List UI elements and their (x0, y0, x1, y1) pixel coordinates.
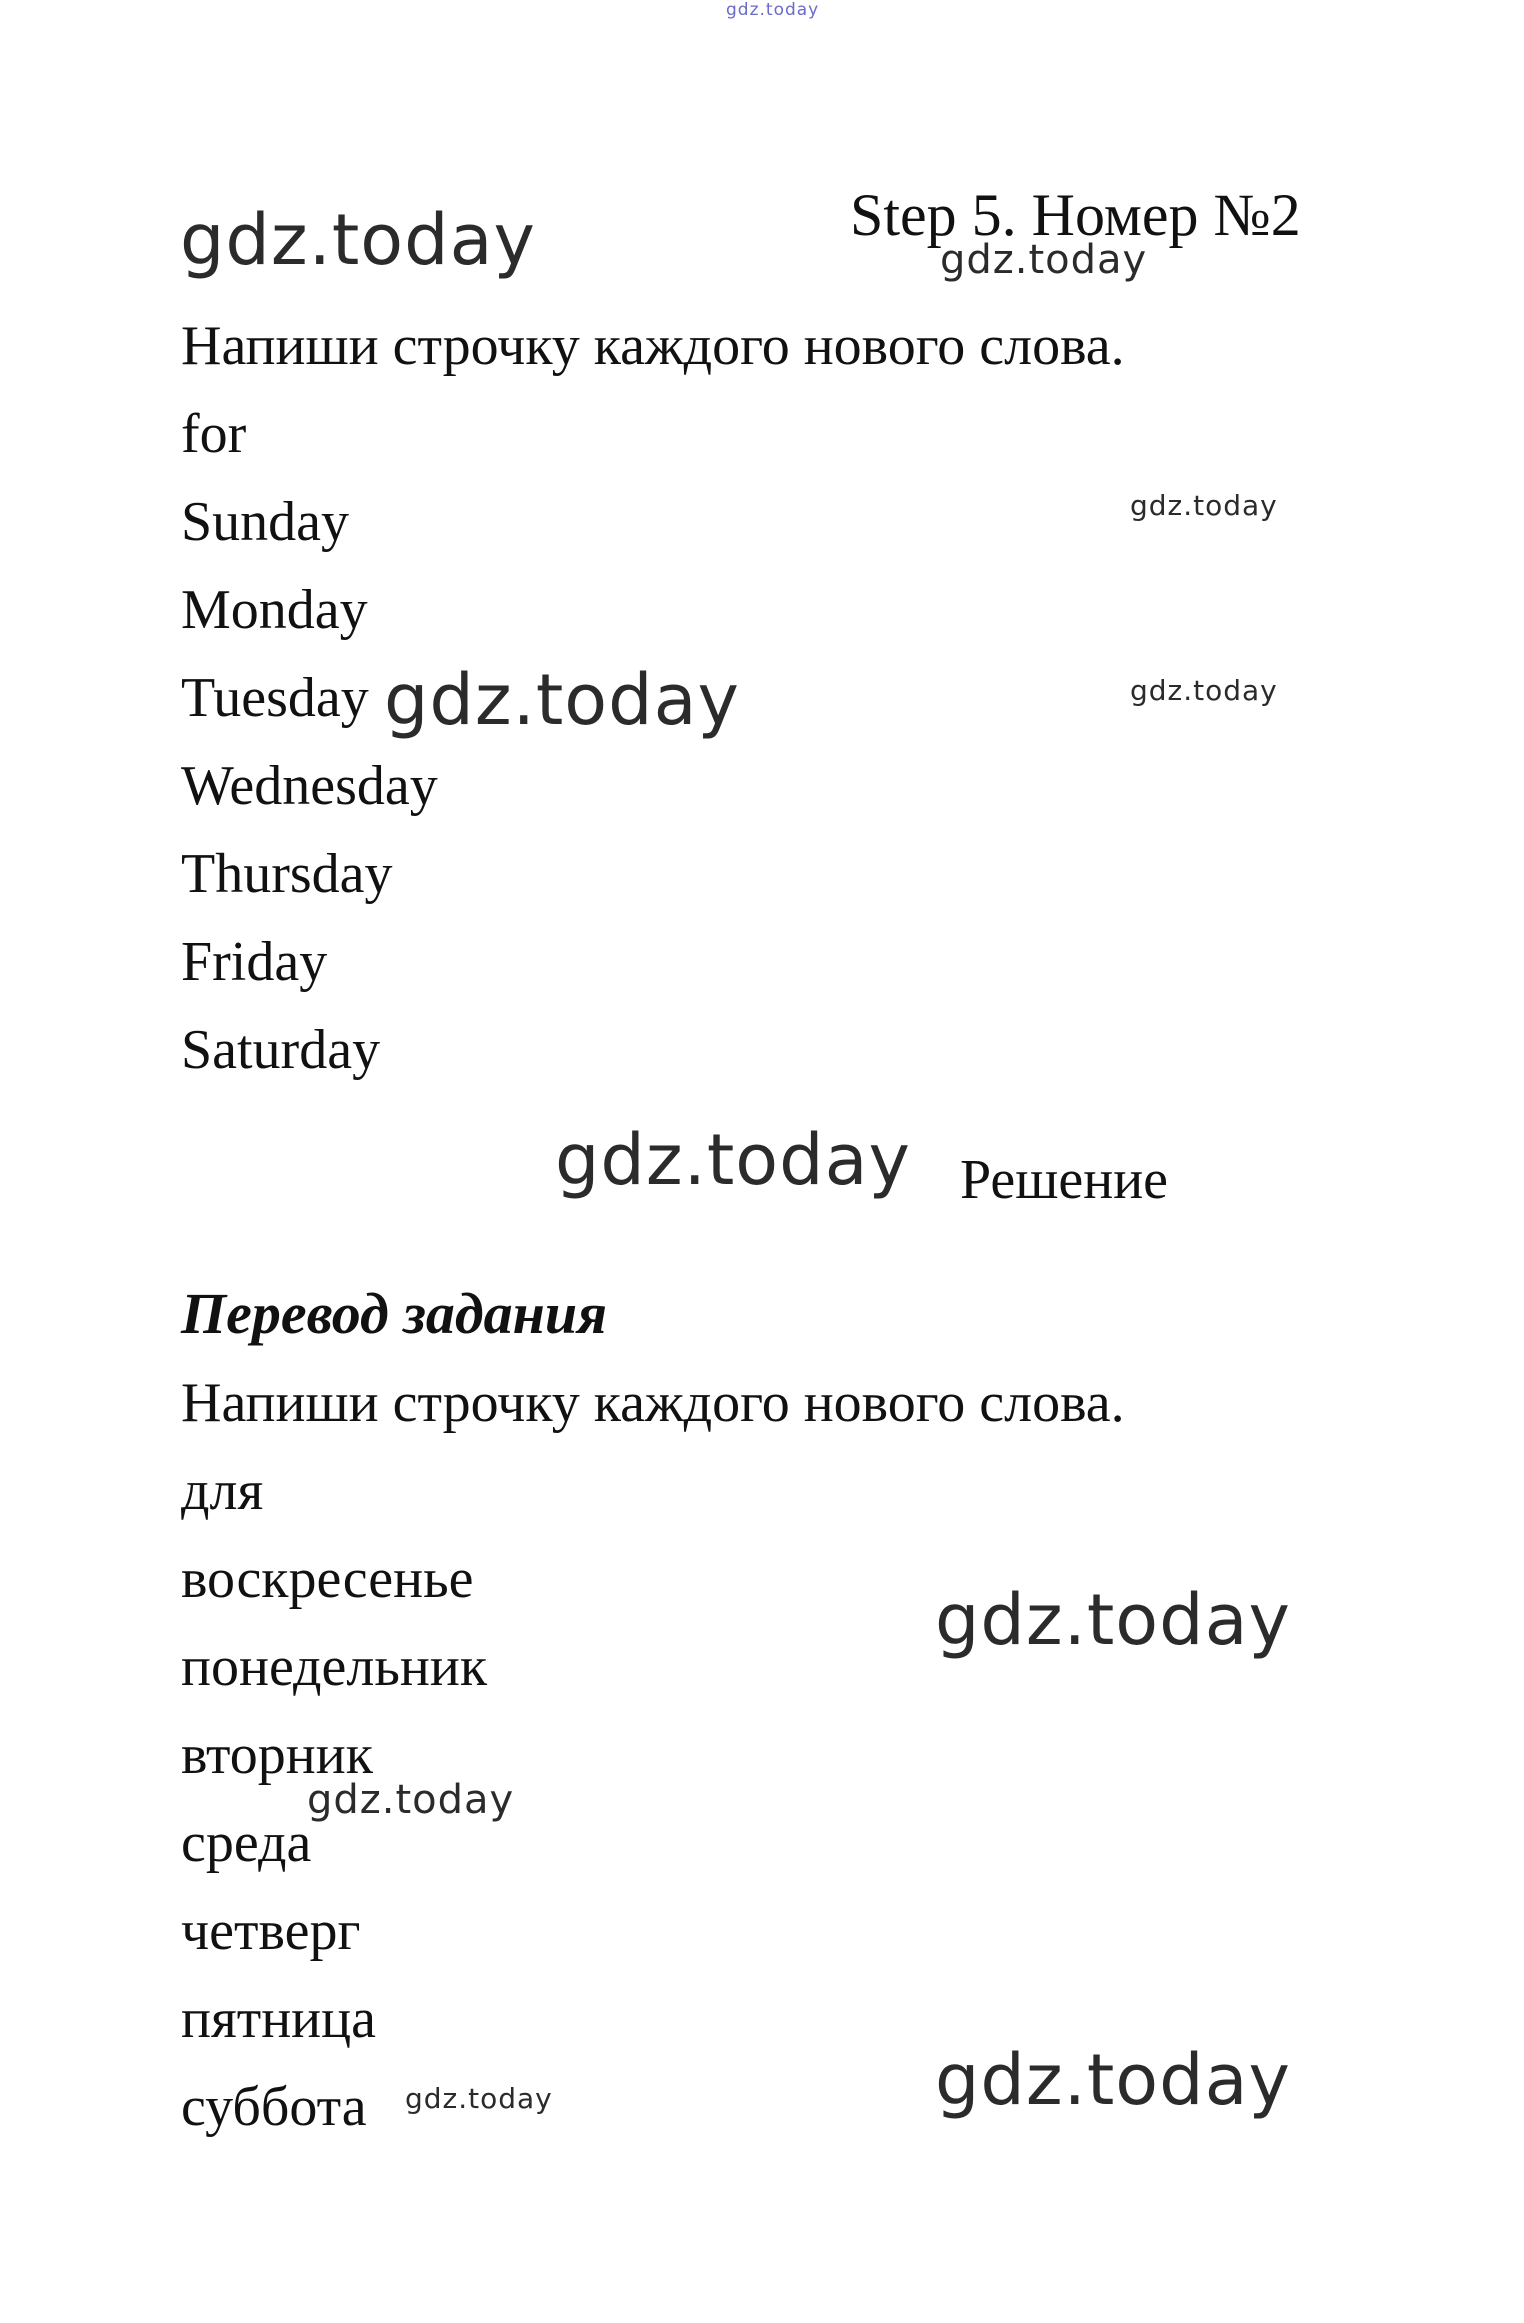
watermark: gdz.today (1130, 674, 1278, 707)
translated-word-item: понедельник (181, 1636, 488, 1698)
watermark: gdz.today (405, 2082, 553, 2115)
translated-word-item: среда (181, 1812, 312, 1874)
word-item: Saturday (181, 1019, 381, 1081)
word-item: Tuesday (181, 667, 369, 729)
watermark: gdz.today (940, 237, 1148, 283)
translated-word-item: четверг (181, 1900, 361, 1962)
word-item: Monday (181, 579, 368, 641)
solution-label: Решение (960, 1149, 1169, 1211)
translated-word-item: для (181, 1460, 264, 1522)
watermark: gdz.today (935, 1579, 1291, 1661)
page-title: Step 5. Номер №2 (850, 182, 1301, 248)
word-item: Wednesday (181, 755, 438, 817)
watermark: gdz.today (384, 659, 740, 741)
word-item: for (181, 403, 247, 465)
word-item: Thursday (181, 843, 393, 905)
translation-title: Перевод задания (181, 1281, 607, 1346)
word-item: Friday (181, 931, 328, 993)
top-watermark: gdz.today (726, 0, 820, 20)
word-item: Sunday (181, 491, 349, 553)
translated-word-item: пятница (181, 1988, 376, 2050)
translated-word-item: воскресенье (181, 1548, 474, 1610)
watermark: gdz.today (307, 1777, 515, 1823)
watermark: gdz.today (935, 2039, 1291, 2121)
translated-word-item: вторник (181, 1724, 373, 1786)
watermark: gdz.today (1130, 489, 1278, 522)
watermark: gdz.today (180, 199, 536, 281)
translation-instruction: Напиши строчку каждого нового слова. (181, 1372, 1125, 1434)
watermark: gdz.today (555, 1119, 911, 1201)
task-instruction: Напиши строчку каждого нового слова. (181, 315, 1125, 377)
translated-word-item: суббота (181, 2076, 367, 2138)
